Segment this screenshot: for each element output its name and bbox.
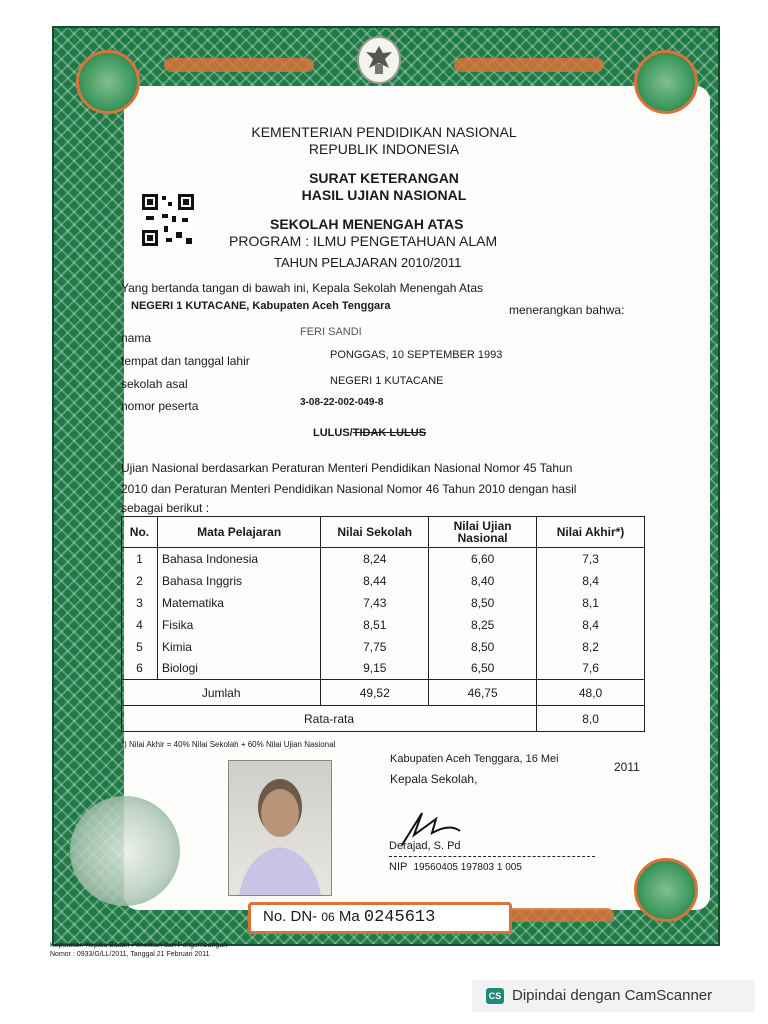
basis-line-1: Ujian Nasional berdasarkan Peraturan Menteri Pendidikan Nasional Nomor 45 Tahun xyxy=(121,461,573,475)
country-title: REPUBLIK INDONESIA xyxy=(308,141,460,157)
cell-no: 4 xyxy=(122,614,158,636)
result-separator: / xyxy=(349,427,353,439)
average-label: Rata-rata xyxy=(122,706,537,732)
cell-subject: Kimia xyxy=(157,636,320,658)
ornament-top-right xyxy=(454,58,604,72)
cell-subject: Matematika xyxy=(157,592,320,614)
signature-name: Derajad, S. Pd xyxy=(389,840,461,852)
school-seal-hologram xyxy=(70,796,180,906)
cell-final-score: 7,3 xyxy=(537,548,645,570)
field-value-name: FERI SANDI xyxy=(300,326,362,338)
total-label: Jumlah xyxy=(122,680,321,706)
serial-ma: Ma xyxy=(338,908,360,925)
footnote: *) Nilai Akhir = 40% Nilai Sekolah + 60% Nilai Ujian Nasional xyxy=(121,740,336,749)
cell-national-score: 8,25 xyxy=(429,614,537,636)
student-photo xyxy=(228,760,332,896)
cell-national-score: 8,50 xyxy=(429,636,537,658)
total-school: 49,52 xyxy=(321,680,429,706)
cell-school-score: 7,43 xyxy=(321,592,429,614)
cell-school-score: 7,75 xyxy=(321,636,429,658)
program: PROGRAM : ILMU PENGETAHUAN ALAM xyxy=(229,233,498,249)
cell-school-score: 8,24 xyxy=(321,548,429,570)
cell-no: 3 xyxy=(122,592,158,614)
field-value-number: 3-08-22-002-049-8 xyxy=(300,397,384,408)
academic-year: TAHUN PELAJARAN 2010/2011 xyxy=(274,255,462,270)
cell-national-score: 6,50 xyxy=(429,658,537,680)
doc-title-1: SURAT KETERANGAN xyxy=(309,170,459,186)
grades-table-body xyxy=(122,548,645,680)
ornament-top-left xyxy=(164,58,314,72)
field-label-name: nama xyxy=(121,331,152,345)
cell-final-score: 7,6 xyxy=(537,658,645,680)
cell-school-score: 8,44 xyxy=(321,570,429,592)
cell-national-score: 8,50 xyxy=(429,592,537,614)
field-label-birth: tempat dan tanggal lahir xyxy=(121,354,250,368)
nip-label: NIP xyxy=(389,861,408,873)
cell-final-score: 8,4 xyxy=(537,614,645,636)
total-national: 46,75 xyxy=(429,680,537,706)
average-row xyxy=(122,706,645,732)
field-value-school: NEGERI 1 KUTACANE xyxy=(330,375,444,387)
result-fail: TIDAK LULUS xyxy=(352,427,427,439)
cell-subject: Fisika xyxy=(157,614,320,636)
cell-school-score: 9,15 xyxy=(321,658,429,680)
intro-line: Yang bertanda tangan di bawah ini, Kepala Sekolah Menengah Atas xyxy=(121,281,484,295)
cell-final-score: 8,1 xyxy=(537,592,645,614)
average-final: 8,0 xyxy=(537,706,645,732)
field-label-school: sekolah asal xyxy=(121,377,188,391)
col-header-subject: Mata Pelajaran xyxy=(157,517,320,548)
ministry-title: KEMENTERIAN PENDIDIKAN NASIONAL xyxy=(251,124,517,140)
signature-nip xyxy=(389,861,522,873)
table-row xyxy=(122,658,645,680)
table-row xyxy=(122,570,645,592)
basis-line-3: sebagai berikut : xyxy=(121,501,210,515)
col-header-no: No. xyxy=(122,517,158,548)
table-header-row xyxy=(122,517,645,548)
school-level: SEKOLAH MENENGAH ATAS xyxy=(270,216,464,232)
cell-school-score: 8,51 xyxy=(321,614,429,636)
col-header-final-score: Nilai Akhir*) xyxy=(537,517,645,548)
intro-school: NEGERI 1 KUTACANE, Kabupaten Aceh Tenggara xyxy=(131,300,391,312)
corner-medallion-top-left xyxy=(76,50,140,114)
serial-prefix: No. DN- xyxy=(263,908,318,925)
decree-line-2: Nomor : 0933/G/LL/2011, Tanggal 21 Februari 2011 xyxy=(50,951,210,958)
field-label-number: nomor peserta xyxy=(121,399,199,413)
table-row xyxy=(122,548,645,570)
cell-subject: Bahasa Inggris xyxy=(157,570,320,592)
camscanner-label: Dipindai dengan CamScanner xyxy=(512,987,713,1004)
serial-number-box xyxy=(248,902,512,934)
certificate-paper xyxy=(124,86,710,910)
signature-place-date: Kabupaten Aceh Tenggara, 16 Mei xyxy=(390,753,559,765)
signature-year: 2011 xyxy=(614,760,640,774)
intro-states: menerangkan bahwa: xyxy=(509,303,625,317)
cell-subject: Bahasa Indonesia xyxy=(157,548,320,570)
cell-final-score: 8,2 xyxy=(537,636,645,658)
cell-national-score: 8,40 xyxy=(429,570,537,592)
cell-no: 1 xyxy=(122,548,158,570)
col-header-school-score: Nilai Sekolah xyxy=(321,517,429,548)
serial-code: 06 xyxy=(321,910,335,924)
cell-final-score: 8,4 xyxy=(537,570,645,592)
basis-line-2: 2010 dan Peraturan Menteri Pendidikan Nasional Nomor 46 Tahun 2010 dengan hasil xyxy=(121,482,577,496)
grades-table xyxy=(121,516,645,732)
table-row xyxy=(122,614,645,636)
serial-number xyxy=(263,908,435,927)
serial-digits: 0245613 xyxy=(363,908,436,927)
qr-code-icon xyxy=(142,194,194,246)
garuda-emblem-icon xyxy=(357,36,401,84)
camscanner-badge xyxy=(472,980,755,1012)
result-pass: LULUS xyxy=(313,427,350,439)
total-final: 48,0 xyxy=(537,680,645,706)
corner-medallion-top-right xyxy=(634,50,698,114)
signature-line xyxy=(389,856,595,857)
result-status xyxy=(313,427,426,439)
corner-medallion-bottom-right xyxy=(634,858,698,922)
cell-no: 2 xyxy=(122,570,158,592)
col-header-national-score: Nilai Ujian Nasional xyxy=(429,517,537,548)
table-row xyxy=(122,592,645,614)
cell-no: 5 xyxy=(122,636,158,658)
camscanner-logo-icon: CS xyxy=(486,988,504,1004)
cell-subject: Biologi xyxy=(157,658,320,680)
nip-value: 19560405 197803 1 005 xyxy=(413,862,522,873)
field-value-birth: PONGGAS, 10 SEPTEMBER 1993 xyxy=(330,349,503,361)
decree-line-1: Keputusan Kepala Badan Penelitian dan Pengembangan xyxy=(50,942,228,949)
doc-title-2: HASIL UJIAN NASIONAL xyxy=(301,187,467,203)
signature-role: Kepala Sekolah, xyxy=(390,772,478,786)
total-row xyxy=(122,680,645,706)
table-row xyxy=(122,636,645,658)
cell-national-score: 6,60 xyxy=(429,548,537,570)
cell-no: 6 xyxy=(122,658,158,680)
